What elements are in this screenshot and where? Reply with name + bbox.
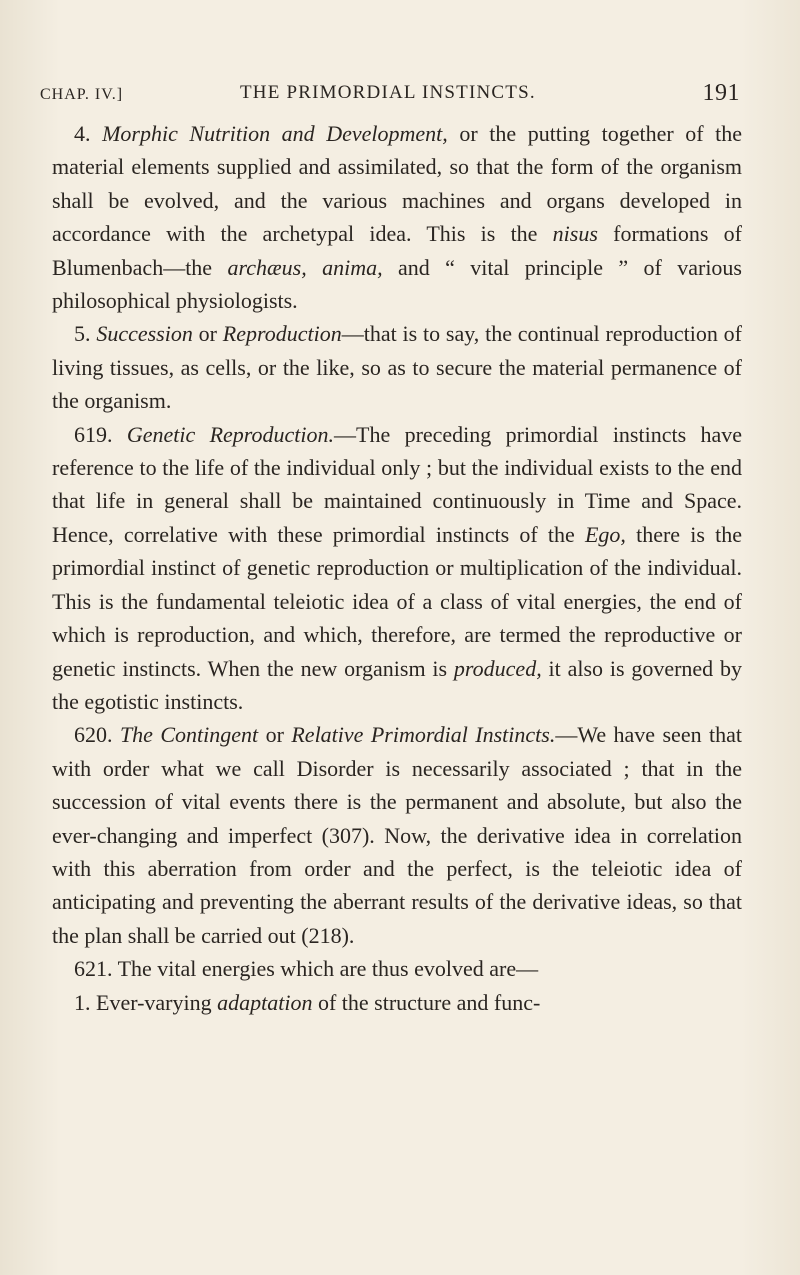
paragraph-text: formations of Blumenbach—the [52, 221, 742, 280]
section-title: The Contingent [119, 722, 259, 748]
paragraph-text: or the putting together of the material elements supplied and assimilated, so that the form of the organism shall be evolved, and the various machines and organs developed in accordance with the archetypal idea. This is the [52, 121, 743, 247]
term-anima: anima, [322, 254, 383, 280]
section-title: Genetic Reproduction. [126, 421, 335, 447]
paragraph-text: of the structure and func- [312, 989, 541, 1015]
page-number: 191 [702, 80, 740, 106]
paragraph-621: 621. The vital energies which are thus evolved are— [74, 956, 539, 982]
item-number: 4. [74, 121, 91, 146]
paragraph-text: and “ vital principle ” of various philosophical physiologists. [52, 254, 742, 314]
spacer [307, 255, 322, 280]
section-number: 620. [74, 722, 113, 748]
body-text [52, 117, 742, 1019]
paragraph-text: there is the primordial instinct of genetic reproduction or multiplication of the individual. This is the fundamental teleiotic idea of a class of vital energies, the end of which is reproduction, and which, therefore, are termed the reproductive or genetic instincts. When the new organism is [52, 521, 742, 681]
page-header [40, 80, 740, 110]
paragraph-5 [52, 317, 742, 417]
term-produced: produced, [453, 655, 542, 681]
paragraph-1 [52, 986, 742, 1019]
section-number: 619. [74, 421, 113, 447]
section-title: Succession [96, 321, 193, 347]
chapter-label: CHAP. IV.] [40, 86, 124, 103]
term-ego: Ego, [584, 521, 626, 547]
item-number: 5. [74, 321, 91, 347]
term-nisus: nisus [552, 221, 598, 247]
paragraph-text: or [258, 722, 292, 748]
paragraph-text: —The preceding primordial instincts have reference to the life of the individual only ; but the individual exists to the end that life in general shall be maintained continuously in Time and Space. Hence, correlative with these primordial instincts of the [52, 421, 743, 547]
section-title-2: Relative Primordial Instincts. [291, 722, 556, 748]
running-title: THE PRIMORDIAL INSTINCTS. [240, 82, 536, 103]
paragraph-text: —We have seen that with order what we call Disorder is necessarily associated ; that in the succession of vital events there is the permanent and absolute, but also the ever-changing and imperfect (307). Now, the derivative idea in correlation with this aberration from order and the perfect, is the teleiotic idea of anticipating and preventing the aberrant results of the derivative ideas, so that the plan shall be carried out (218). [52, 722, 743, 948]
paragraph-text: Ever-varying [90, 989, 218, 1015]
section-title: Morphic Nutrition and Development, [102, 121, 448, 146]
paragraph-4 [52, 117, 742, 317]
paragraph-text: —that is to say, the continual reproduction of living tissues, as cells, or the like, so as to secure the material permanence of the organism. [52, 321, 742, 414]
section-title-2: Reproduction [222, 321, 342, 347]
paragraph-text: or [192, 321, 223, 347]
term-adaptation: adaptation [217, 989, 313, 1015]
item-number: 1. [74, 989, 91, 1015]
paragraph-620 [52, 718, 742, 952]
term-archaeus: archæus, [227, 254, 307, 280]
paragraph-619 [52, 418, 742, 719]
paragraph-text: it also is governed by the egotistic instincts. [52, 655, 742, 714]
